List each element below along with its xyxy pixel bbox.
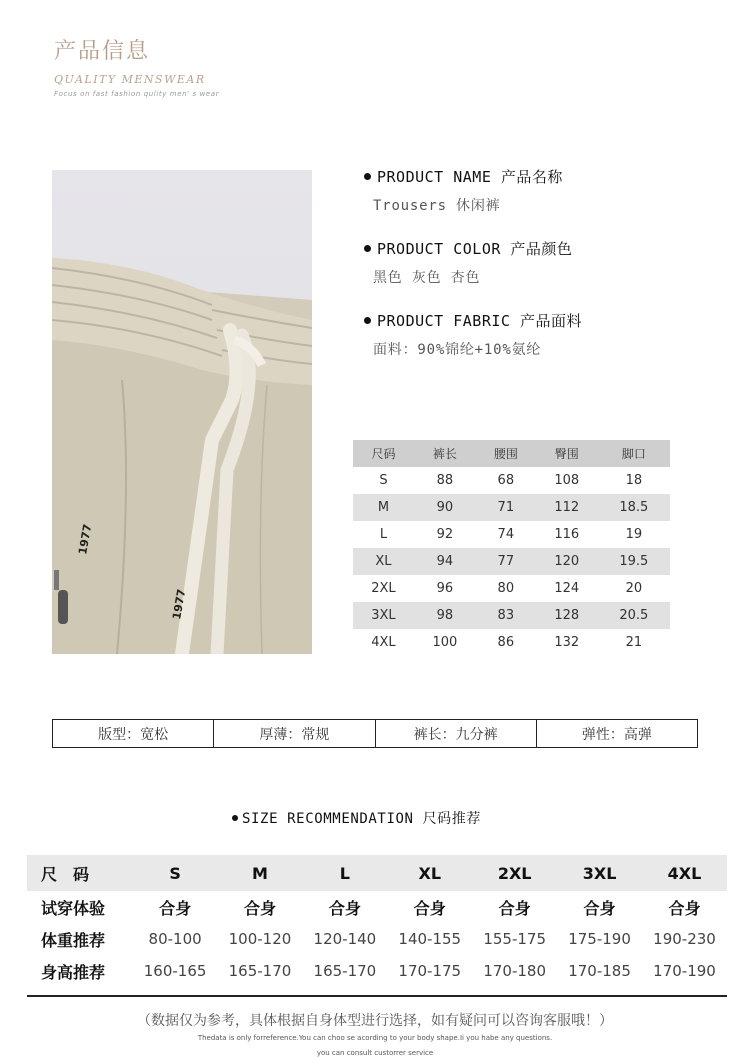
table-cell: 94	[414, 548, 476, 575]
table-cell: 合身	[583, 898, 616, 918]
table-cell: 160-165	[143, 962, 207, 980]
table-cell: 身高推荐	[41, 962, 106, 982]
trousers-waistband-icon	[52, 170, 312, 654]
table-cell: S	[379, 473, 388, 488]
table-cell: 3XL	[353, 602, 414, 629]
table-row	[353, 494, 670, 521]
table-cell: 体重推荐	[41, 930, 106, 950]
table-cell: 190-230	[653, 930, 716, 948]
bullet-icon	[232, 815, 238, 821]
table-cell: 合身	[159, 898, 192, 918]
product-color-label: PRODUCT COLOR 产品颜色	[377, 240, 573, 258]
table-cell: 合身	[328, 898, 361, 918]
table-row	[27, 855, 727, 891]
print-1977: 1977	[76, 523, 95, 556]
size-header-cell: 尺码	[353, 440, 414, 467]
product-name-label: PRODUCT NAME 产品名称	[377, 168, 563, 186]
table-cell: 140-155	[398, 930, 462, 948]
product-color-value: 黑色 灰色 杏色	[373, 270, 481, 286]
table-cell: 80	[497, 581, 515, 596]
print-1977-lower: 1977	[170, 588, 189, 621]
table-cell: 92	[436, 527, 454, 542]
table-cell: S	[133, 855, 218, 891]
table-cell: 100-120	[228, 930, 292, 948]
table-cell: 77	[476, 548, 536, 575]
size-header-cell: 腰围	[476, 440, 536, 467]
table-cell: 90	[414, 494, 476, 521]
table-cell: 170-185	[568, 962, 631, 980]
table-cell: 155-175	[483, 930, 546, 948]
table-cell: 20	[625, 581, 643, 596]
table-cell: 21	[625, 635, 643, 650]
size-header-cell: 裤长	[414, 440, 476, 467]
brand-subtitle: QUALITY MENSWEAR	[54, 73, 206, 86]
table-row	[353, 548, 670, 575]
table-cell: 3XL	[557, 855, 642, 891]
disclaimer-en-line1: Thedata is only forreference.You can choo se acording to your body shape.Ii you habe any questions.	[197, 1034, 553, 1042]
product-color-heading	[364, 238, 694, 259]
table-cell: 20.5	[598, 602, 670, 629]
attribute-length: 裤长：九分裤	[376, 720, 537, 747]
table-cell: 124	[554, 581, 580, 596]
product-name-heading	[364, 166, 694, 187]
section-title: 产品信息	[54, 39, 151, 64]
size-chart-table	[353, 440, 670, 656]
disclaimer-en-line2: you can consult custorrer service	[316, 1049, 434, 1057]
table-cell: L	[379, 527, 388, 542]
table-cell: 合身	[243, 898, 276, 918]
table-cell: 175-190	[568, 930, 631, 948]
table-cell: 112	[536, 494, 598, 521]
table-cell: 120-140	[313, 930, 377, 948]
product-fabric-value: 面料：90%锦纶+10%氨纶	[373, 342, 542, 358]
table-row	[27, 923, 727, 955]
table-cell: 128	[536, 602, 598, 629]
table-cell: 尺 码	[27, 855, 133, 891]
table-cell: 96	[436, 581, 454, 596]
table-cell: 86	[497, 635, 515, 650]
table-cell: L	[302, 855, 387, 891]
table-cell: 170-190	[653, 962, 716, 980]
attribute-fit: 版型：宽松	[53, 720, 214, 747]
table-row	[27, 891, 727, 923]
size-recommendation-table	[27, 855, 727, 987]
table-row	[353, 467, 670, 494]
table-cell: 4XL	[371, 635, 396, 650]
product-fabric-label: PRODUCT FABRIC 产品面料	[377, 312, 582, 330]
table-cell: 88	[436, 473, 454, 488]
table-cell: 19	[625, 527, 643, 542]
table-cell: 98	[414, 602, 476, 629]
table-cell: 100	[432, 635, 458, 650]
table-cell: M	[218, 855, 303, 891]
table-row	[353, 629, 670, 656]
table-cell: 71	[476, 494, 536, 521]
attribute-thickness: 厚薄：常规	[214, 720, 375, 747]
size-header-cell: 脚口	[598, 440, 670, 467]
table-cell: 68	[497, 473, 515, 488]
table-cell: 18	[625, 473, 643, 488]
brand-tagline: Focus on fast fashion qulity men' s wear	[54, 90, 220, 98]
attribute-bar	[52, 719, 698, 748]
product-name-value: Trousers 休闲裤	[373, 198, 501, 214]
table-cell: 19.5	[598, 548, 670, 575]
bullet-icon	[364, 245, 371, 252]
table-cell: 18.5	[598, 494, 670, 521]
table-cell: 合身	[413, 898, 446, 918]
table-cell: 120	[536, 548, 598, 575]
table-cell: 2XL	[371, 581, 396, 596]
table-cell: 4XL	[642, 855, 727, 891]
table-cell: 83	[476, 602, 536, 629]
table-cell: 170-180	[483, 962, 546, 980]
disclaimer-cn: （数据仅为参考，具体根据自身体型进行选择，如有疑问可以咨询客服哦！）	[137, 1013, 613, 1029]
table-cell: M	[353, 494, 414, 521]
product-fabric-heading	[364, 310, 694, 331]
table-row	[353, 602, 670, 629]
table-cell: 试穿体验	[41, 898, 106, 918]
size-recommendation-heading	[232, 808, 481, 828]
table-cell: 170-175	[398, 962, 462, 980]
table-cell: 74	[497, 527, 515, 542]
table-row	[27, 955, 727, 987]
size-chart-header	[353, 440, 670, 467]
product-specs	[364, 166, 694, 382]
bullet-icon	[364, 173, 371, 180]
attribute-elasticity: 弹性：高弹	[581, 726, 652, 743]
table-cell: 132	[554, 635, 580, 650]
product-photo	[52, 170, 312, 654]
table-row	[353, 575, 670, 602]
table-cell: XL	[387, 855, 472, 891]
size-recommendation-label: SIZE RECOMMENDATION 尺码推荐	[242, 811, 481, 827]
table-cell: 165-170	[228, 962, 292, 980]
table-cell: XL	[353, 548, 414, 575]
table-cell: 116	[554, 527, 580, 542]
table-cell: 合身	[668, 898, 701, 918]
table-cell: 165-170	[313, 962, 377, 980]
table-cell: 108	[554, 473, 580, 488]
table-cell: 合身	[498, 898, 531, 918]
bullet-icon	[364, 317, 371, 324]
table-cell: 80-100	[148, 930, 202, 948]
table-cell: 2XL	[472, 855, 557, 891]
size-header-cell: 臀围	[536, 440, 598, 467]
table-row	[353, 521, 670, 548]
divider	[27, 995, 727, 997]
